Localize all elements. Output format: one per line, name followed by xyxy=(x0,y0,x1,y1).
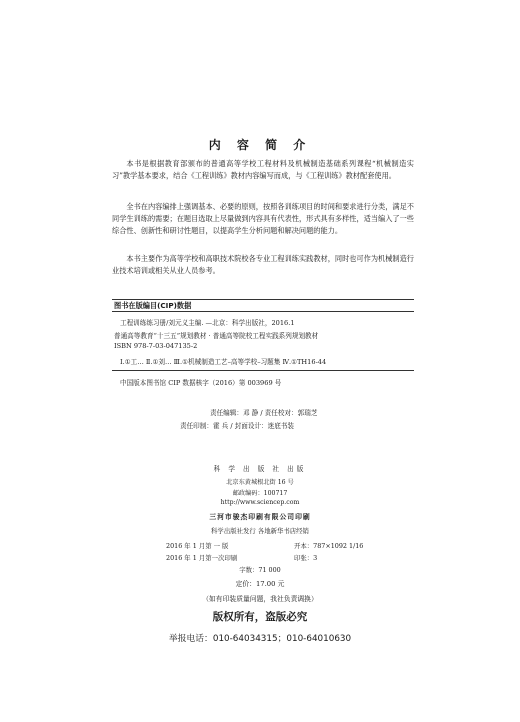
intro-paragraph-2: 全书在内容编排上强调基本、必要的原则，按照各训练项目的时间和要求进行分类，满足不同学生训练的需要；在题目选取上尽量做到内容具有代表性，形式具有多样性，适当编入了一些综合性、创新性和研讨性题目，以提高学生分析问题和解决问题的能力。 xyxy=(112,202,414,236)
report-hotline: 举报电话：010-64034315；010-64010630 xyxy=(168,634,352,644)
quality-note: （如有印装质量问题，我社负责调换） xyxy=(202,595,318,603)
publisher-address: 北京东黄城根北街 16 号 xyxy=(226,479,294,486)
printing-line: 2016 年 1 月第一次印刷 xyxy=(166,554,238,562)
printer-name: 三河市骏杰印刷有限公司印刷 xyxy=(209,513,311,521)
distribution-line: 科学出版社发行 各地新华书店经销 xyxy=(211,527,309,535)
cip-top-rule xyxy=(112,299,414,300)
edition-line: 2016 年 1 月第 一 版 xyxy=(166,542,229,550)
intro-paragraph-3: 本书主要作为高等学校和高职技术院校各专业工程训练实践教材，同时也可作为机械制造行业技术培训或相关从业人员参考。 xyxy=(112,254,414,276)
intro-paragraph-1: 本书是根据教育部颁布的普通高等学校工程材料及机械制造基础系列课程“机械制造实习”教学基本要求，结合《工程训练》教材内容编写而成，与《工程训练》教材配套使用。 xyxy=(112,159,414,181)
publisher-name: 科 学 出 版 社 出版 xyxy=(213,465,307,473)
sheets-line: 印张：3 xyxy=(294,554,318,562)
intro-title: 内 容 简 介 xyxy=(208,138,312,152)
publisher-postcode: 邮政编码：100717 xyxy=(232,490,288,497)
cip-isbn-line: ISBN 978-7-03-047135-2 xyxy=(114,342,198,350)
price-line: 定价：17.00 元 xyxy=(235,580,285,588)
cip-record-number: 中国版本图书馆 CIP 数据核字（2016）第 003969 号 xyxy=(120,379,282,387)
production-credits: 责任印制：霍 兵 / 封面设计：迷底书装 xyxy=(180,422,295,430)
cip-header: 图书在版编目(CIP)数据 xyxy=(114,301,192,310)
cip-title-line: 工程训练练习册/刘元义主编. —北京：科学出版社，2016.1 xyxy=(120,319,295,327)
copyright-notice: 版权所有，盗版必究 xyxy=(212,611,308,623)
word-count: 字数：71 000 xyxy=(239,566,281,574)
cip-bottom-rule xyxy=(112,370,414,371)
cip-subject-line: Ⅰ.①工… Ⅱ.①刘… Ⅲ.①机械制造工艺–高等学校–习题集 Ⅳ.①TH16-44 xyxy=(120,358,327,366)
cip-header-rule xyxy=(112,311,414,312)
editor-credits: 责任编辑：邓 静 / 责任校对：郭瑞芝 xyxy=(210,409,318,417)
publisher-url: http://www.sciencep.com xyxy=(220,499,300,506)
format-line: 开本：787×1092 1/16 xyxy=(294,542,364,550)
cip-series-line: 普通高等教育“十三五”规划教材 · 普通高等院校工程实践系列规划教材 xyxy=(114,332,319,340)
